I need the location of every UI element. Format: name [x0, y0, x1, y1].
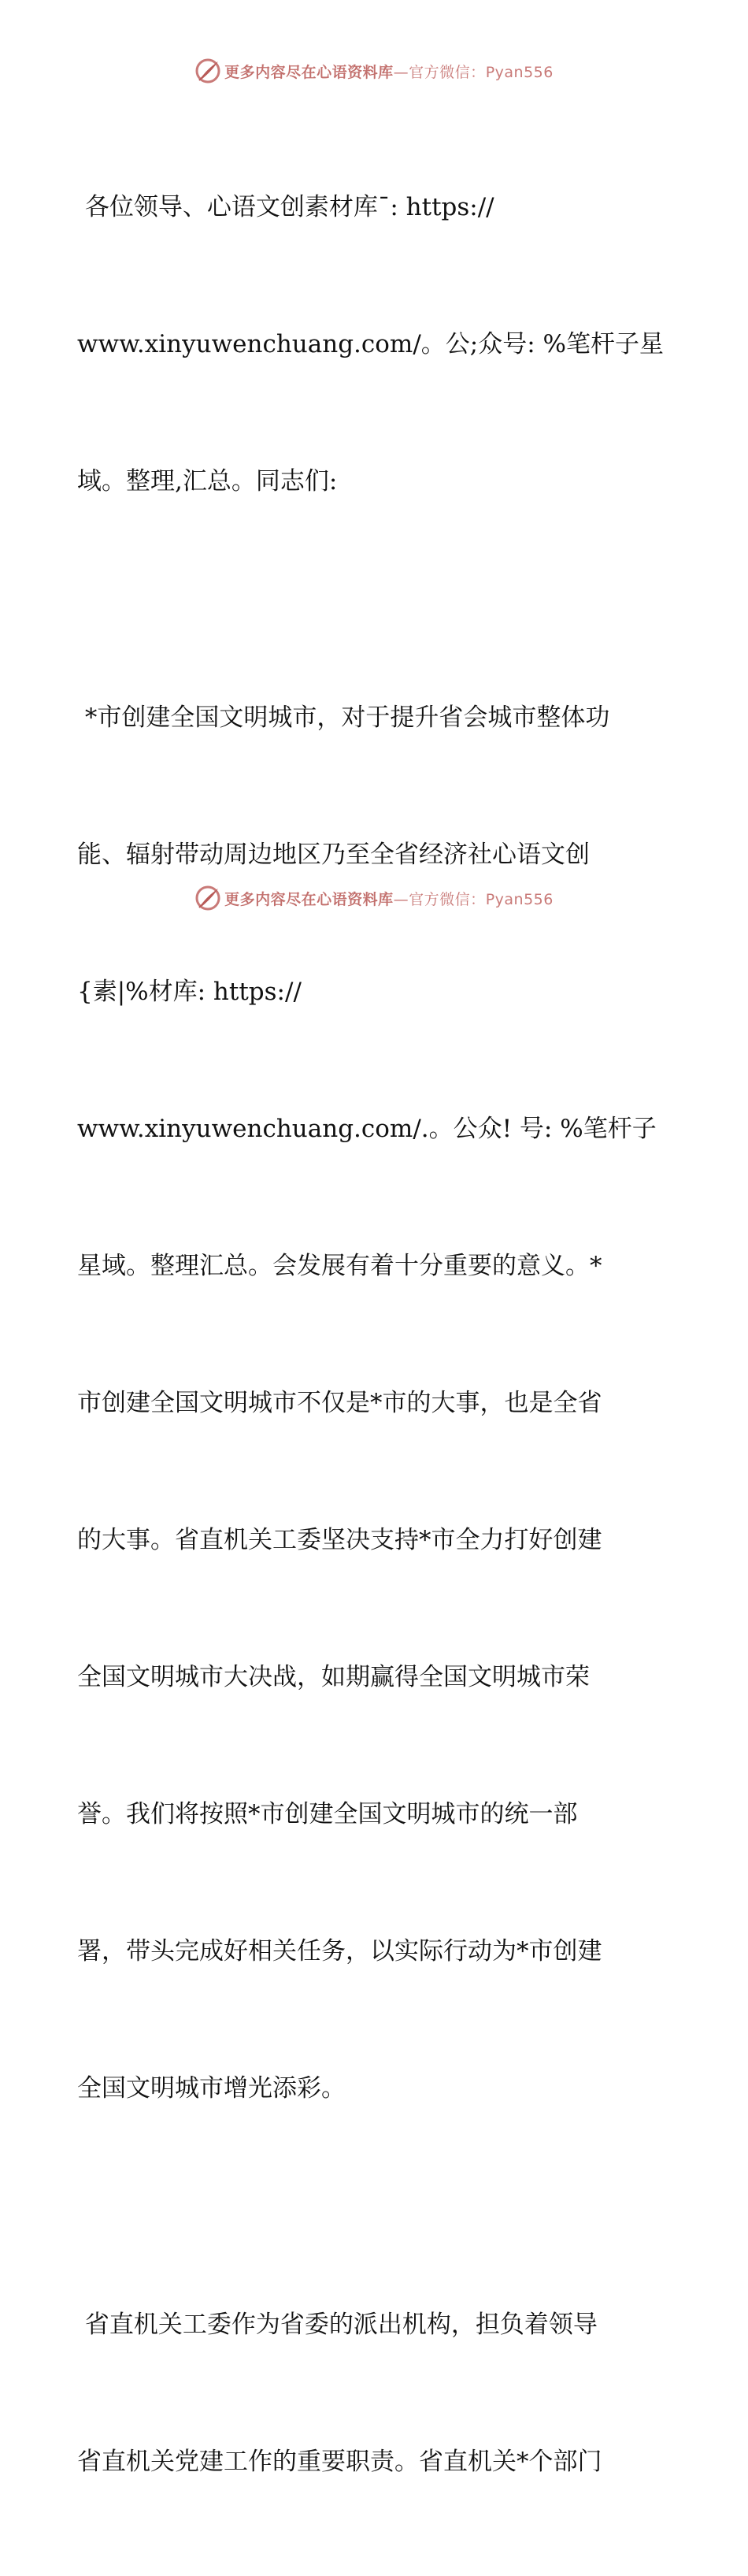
text-line: www.xinyuwenchuang.com/。公;众号: %笔杆子星: [77, 330, 664, 358]
text-line: 誉。我们将按照*市创建全国文明城市的统一部: [77, 1800, 578, 1828]
quill-seal-icon: [194, 58, 221, 84]
text-line: 各位领导、心语文创素材库¯: https://: [77, 193, 494, 221]
text-line: 星域。整理汇总。会发展有着十分重要的意义。*: [77, 1252, 602, 1280]
document-body: [77, 93, 676, 2576]
watermark-wechat-label: 官方微信：: [409, 63, 486, 81]
text-line: 全国文明城市大决战，如期赢得全国文明城市荣: [77, 1663, 590, 1691]
text-line: 市创建全国文明城市不仅是*市的大事，也是全省: [77, 1389, 602, 1417]
text-line: 省直机关工委作为省委的派出机构，担负着领导: [77, 2311, 598, 2339]
text-line: www.xinyuwenchuang.com/.。公众! 号: %笔杆子: [77, 1115, 657, 1143]
text-line: 全国文明城市增光添彩。: [77, 2074, 346, 2103]
text-line: *市创建全国文明城市，对于提升省会城市整体功: [77, 703, 610, 732]
paragraph-work-committee: [77, 2210, 676, 2576]
text-line: 的大事。省直机关工委坚决支持*市全力打好创建: [77, 1526, 602, 1554]
text-line: 能、辐射带动周边地区乃至全省经济社心语文创: [77, 841, 590, 869]
watermark-dash: —: [393, 890, 409, 908]
footer-watermark: [0, 882, 748, 914]
watermark-dash: —: [393, 63, 409, 81]
paragraph-greeting: [77, 93, 676, 596]
text-line: {素|%材库: https://: [77, 978, 302, 1006]
watermark-wechat-label: 官方微信：: [409, 890, 486, 908]
watermark-main-text: 更多内容尽在心语资料库: [224, 63, 394, 81]
text-line: 省直机关党建工作的重要职责。省直机关*个部门: [77, 2448, 602, 2476]
text-line: 域。整理,汇总。同志们:: [77, 467, 338, 496]
paragraph-city-creation: [77, 603, 676, 2203]
watermark-wechat-id: Pyan556: [485, 63, 554, 81]
text-line: 署，带头完成好相关任务，以实际行动为*市创建: [77, 1937, 602, 1965]
header-watermark: [0, 55, 748, 87]
watermark-main-text: 更多内容尽在心语资料库: [224, 890, 394, 908]
watermark-wechat-id: Pyan556: [485, 890, 554, 908]
quill-seal-icon: [194, 885, 221, 911]
